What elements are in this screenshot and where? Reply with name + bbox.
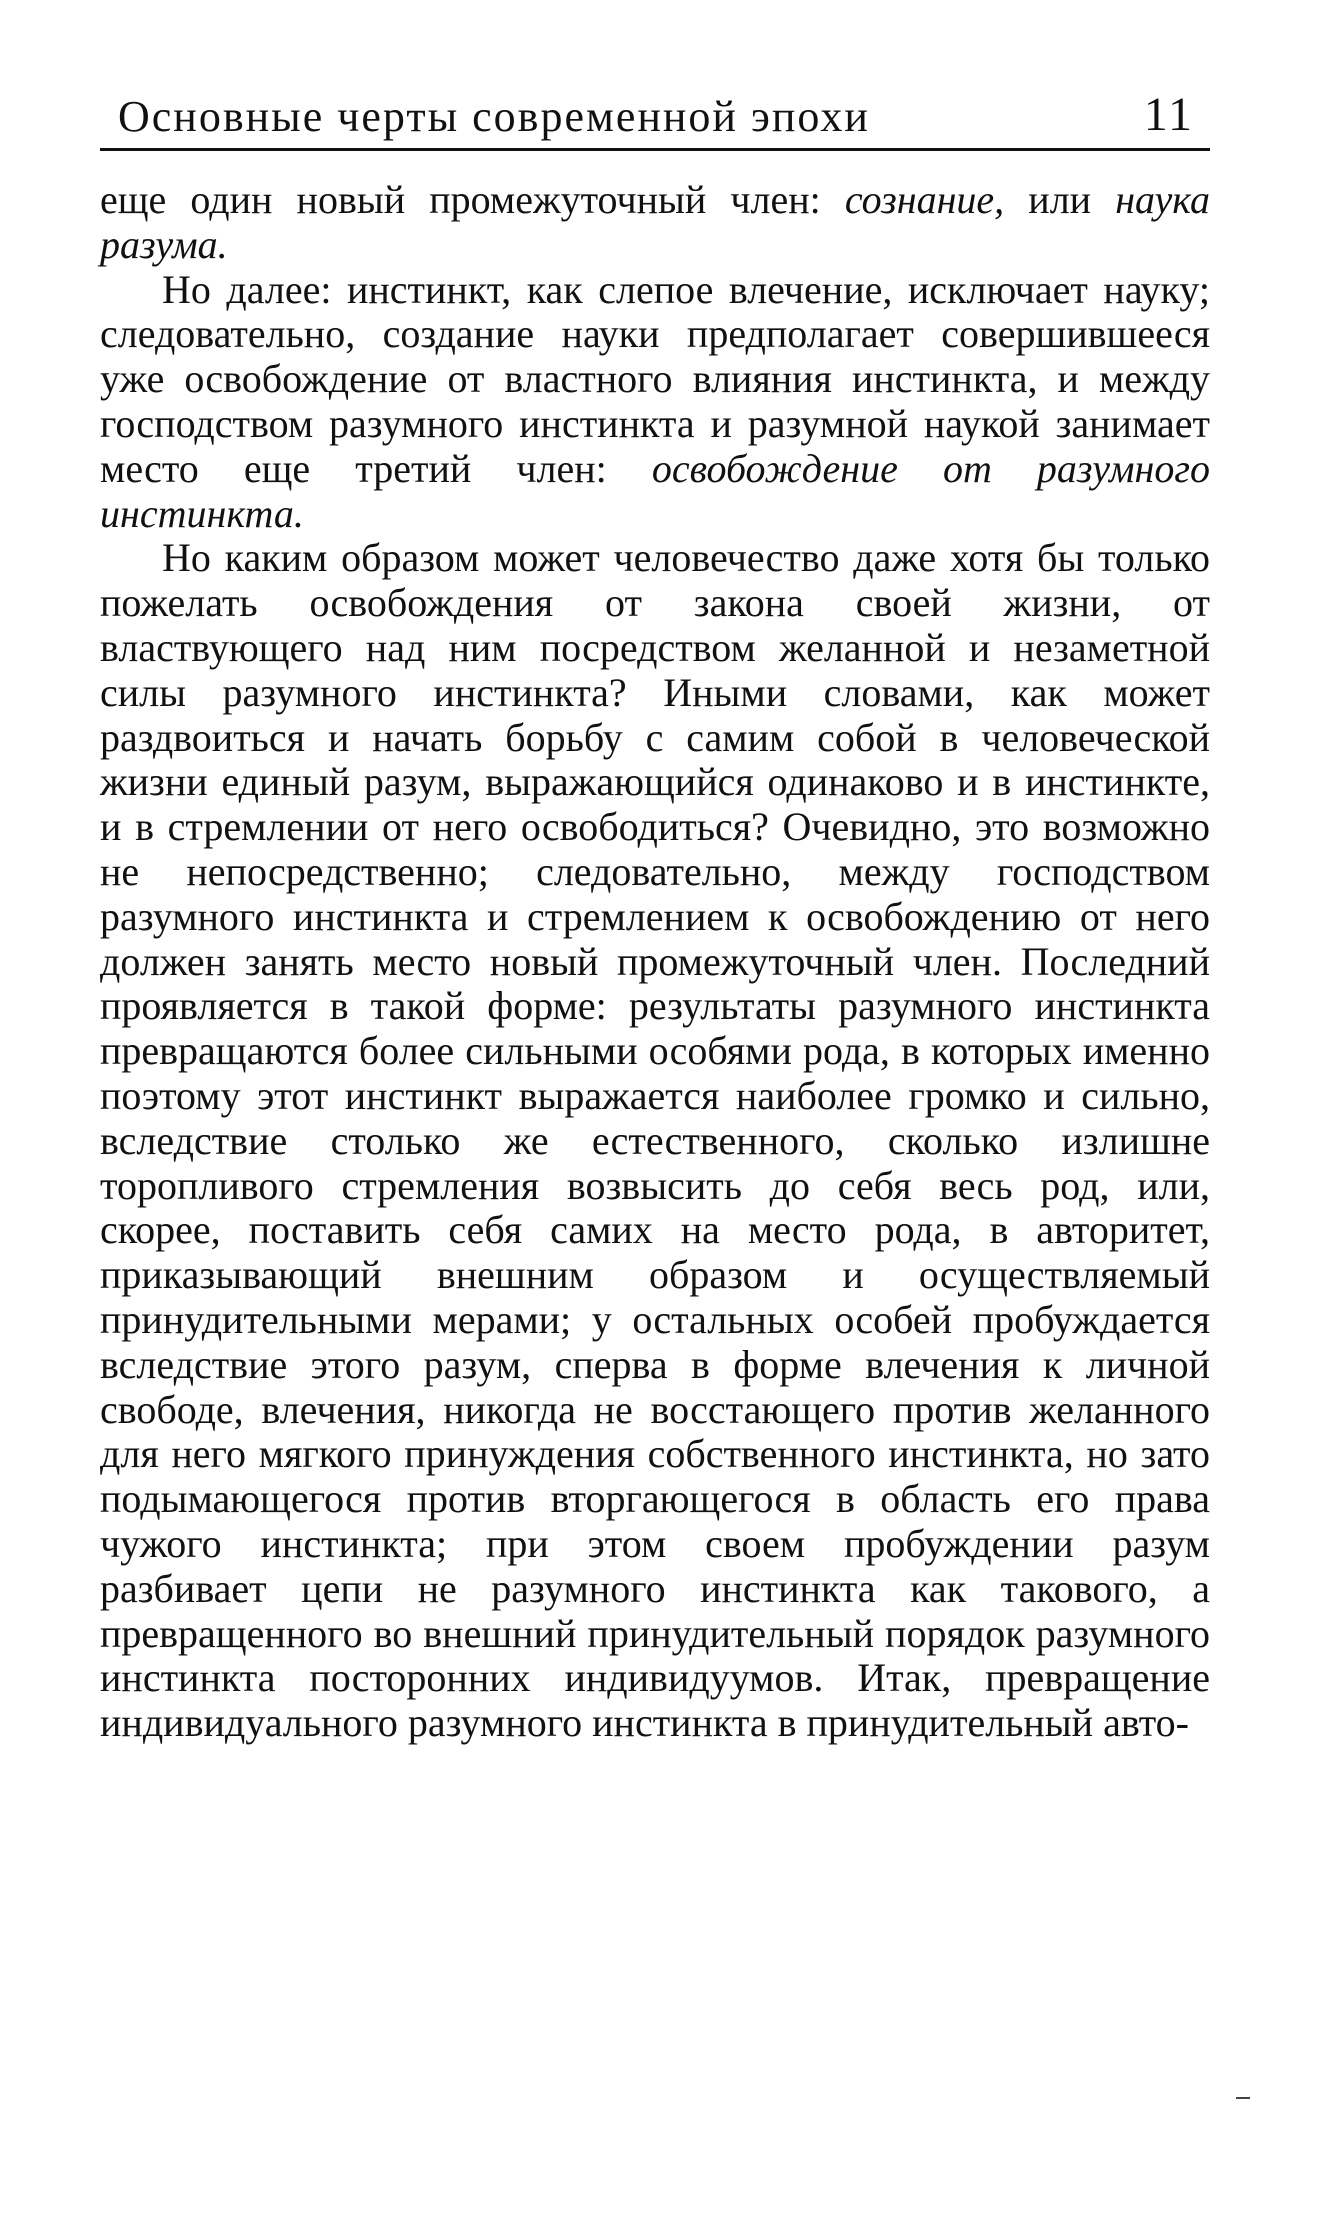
margin-mark [1236,2097,1250,2099]
running-title: Основные черты современной эпохи [118,92,870,141]
paragraph-3-text: Но каким образом может человечество даже хотя бы только пожелать освобождения от закона своей жизни, от властвующего над ним посредством желанной и незаметной силы разумного инстинкта? Иными словами, как может раздвоиться и начать борьбу с самим собой в человеческой жизни единый разум, выражающийся одинаково и в инстинкте, и в стремлении от него освободиться? Очевидно, это возможно не непосредственно; следовательно, между господством разумного инстинкта и стремлением к освобождению от него должен занять место новый промежуточный член. Последний проявляется в такой форме: результаты разумного инстинкта превращаются более сильными особями рода, в которых именно поэтому этот инстинкт выражается наиболее громко и сильно, вследствие столько же естественного, сколько излишне торопливого стремления возвысить до себя весь род, или, скорее, поставить себя самих на место рода, в авторитет, приказывающий внешним образом и осуществляемый принудительными мерами; у остальных особей пробуждается вследствие этого разум, сперва в форме влечения к личной свободе, влечения, никогда не восстающего против желанного для него мягкого принуждения собственного инстинкта, но зато подымающегося против вторгающегося в область его права чужого инстинкта; при этом своем пробуждении разум разбивает цепи не разумного инстинкта как такового, а превращенного во внешний принудительный порядок разумного инстинкта посторонних индивидуумов. Итак, превращение индивидуального разумного инстинкта в принудительный авто- [100,535,1210,1746]
page-number: 11 [1143,88,1194,141]
body-text [100,178,1210,1746]
running-head [100,78,1210,151]
paragraph-1 [100,178,1210,268]
paragraph-3 [100,536,1210,1746]
paragraph-1-text-2: или [1004,177,1116,222]
paragraph-1-italic-term-2: наука разума. [100,177,1210,267]
paragraph-2 [100,268,1210,537]
paragraph-1-italic-term: сознание, [844,177,1005,222]
paragraph-2-italic-term: освобождение от разумного инстинкта. [100,445,1210,536]
paragraph-2-text: Но далее: инстинкт, как слепое влечение, исключает науку; следовательно, создание науки предполагает совершившееся уже освобождение от властного влияния инстинкта, и между господством разумного инстинкта и разумной наукой занимает место еще третий член: [100,266,1210,491]
paragraph-1-text: еще один новый промежуточный член: [100,177,845,222]
